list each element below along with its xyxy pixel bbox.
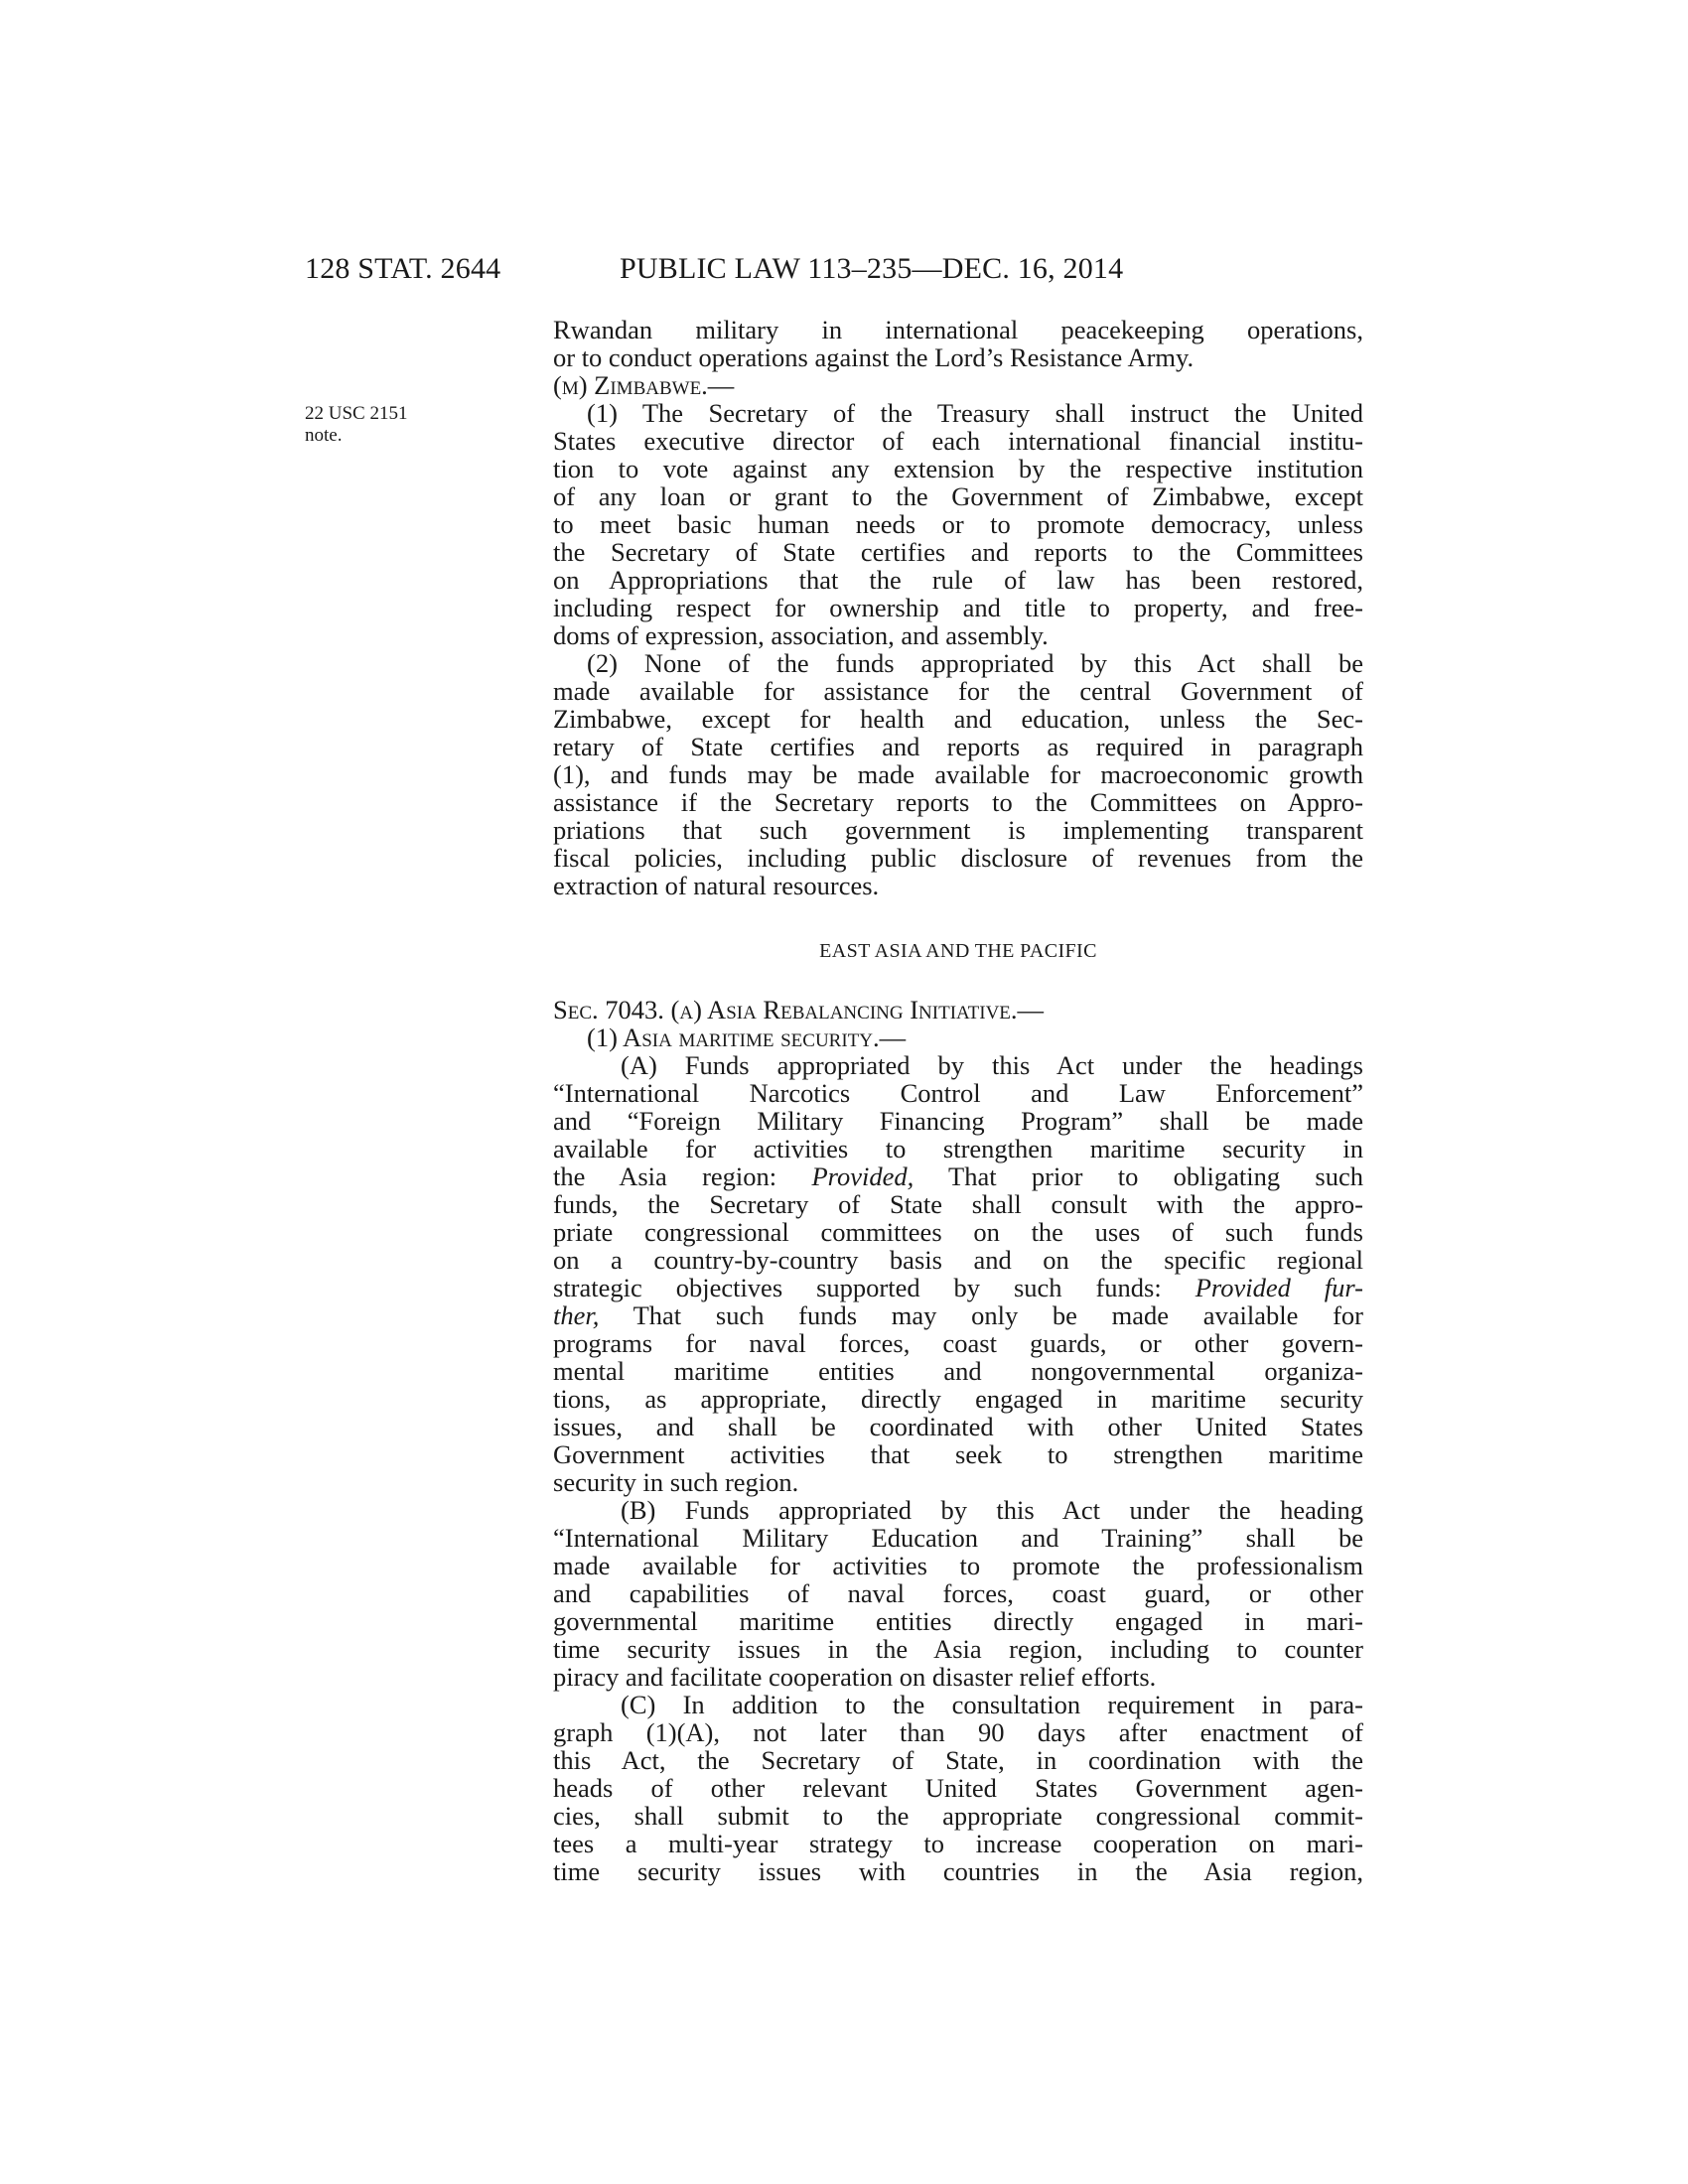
text-line: tions, as appropriate, directly engaged in maritime security bbox=[553, 1384, 1363, 1414]
text-line: tion to vote against any extension by the respective institution bbox=[553, 454, 1363, 483]
text-line: on a country-by-country basis and on the specific regional bbox=[553, 1245, 1363, 1275]
section-heading-line: Sec. 7043. (a) Asia Rebalancing Initiative.— bbox=[553, 995, 1045, 1024]
text-line: graph (1)(A), not later than 90 days after enactment of bbox=[553, 1717, 1363, 1747]
text-line: assistance if the Secretary reports to the Committees on Appro- bbox=[553, 787, 1363, 817]
running-head: PUBLIC LAW 113–235—DEC. 16, 2014 bbox=[620, 252, 1124, 285]
margin-note-line: note. bbox=[305, 425, 343, 446]
text-line: made available for activities to promote the professionalism bbox=[553, 1551, 1363, 1580]
text-line: Government activities that seek to strengthen maritime bbox=[553, 1439, 1363, 1469]
text-line: or to conduct operations against the Lord’s Resistance Army. bbox=[553, 342, 1195, 372]
text-line: (1), and funds may be made available for macroeconomic growth bbox=[553, 759, 1363, 789]
text-line: to meet basic human needs or to promote democracy, unless bbox=[553, 509, 1363, 539]
text-run: the Asia region: bbox=[553, 1161, 812, 1191]
text-line: Rwandan military in international peacekeeping operations, bbox=[553, 315, 1363, 344]
text-line: priate congressional committees on the uses of such funds bbox=[553, 1217, 1363, 1247]
continuation-paragraph bbox=[553, 316, 1363, 371]
italic-proviso: Provided, bbox=[811, 1161, 914, 1191]
text-line: time security issues with countries in the Asia region, bbox=[553, 1856, 1363, 1886]
text-line: cies, shall submit to the appropriate congressional commit- bbox=[553, 1801, 1363, 1831]
page-number: 128 STAT. 2644 bbox=[305, 252, 501, 285]
text-line: heads of other relevant United States Government agen- bbox=[553, 1773, 1363, 1803]
text-line: of any loan or grant to the Government of Zimbabwe, except bbox=[553, 481, 1363, 511]
paragraph-m2 bbox=[553, 649, 1363, 899]
text-line: fiscal policies, including public disclosure of revenues from the bbox=[553, 843, 1363, 873]
text-line: (2) None of the funds appropriated by this Act shall be bbox=[587, 648, 1363, 678]
text-line: doms of expression, association, and assembly. bbox=[553, 620, 1049, 650]
text-line: including respect for ownership and title to property, and free- bbox=[553, 593, 1363, 622]
text-line: made available for assistance for the central Government of bbox=[553, 676, 1363, 706]
text-line: (1) The Secretary of the Treasury shall instruct the United bbox=[587, 398, 1363, 428]
section-heading-block bbox=[553, 937, 1363, 965]
subparagraph-A bbox=[553, 1051, 1363, 1496]
margin-citation-note bbox=[305, 403, 434, 447]
text-line: security in such region. bbox=[553, 1467, 799, 1497]
section-7043 bbox=[553, 996, 1363, 1051]
text-line: this Act, the Secretary of State, in coordination with the bbox=[553, 1745, 1363, 1775]
text-line: Zimbabwe, except for health and education, unless the Sec- bbox=[553, 704, 1363, 734]
text-line: programs for naval forces, coast guards, or other govern- bbox=[553, 1328, 1363, 1358]
text-line: on Appropriations that the rule of law has been restored, bbox=[553, 565, 1363, 595]
text-line: piracy and facilitate cooperation on disaster relief efforts. bbox=[553, 1662, 1157, 1692]
text-line: (A) Funds appropriated by this Act under the headings bbox=[621, 1050, 1363, 1080]
text-line: available for activities to strengthen maritime security in bbox=[553, 1134, 1363, 1163]
text-line: issues, and shall be coordinated with other United States bbox=[553, 1412, 1363, 1441]
text-line: “International Military Education and Training” shall be bbox=[553, 1523, 1363, 1553]
text-line: funds, the Secretary of State shall consult with the appro- bbox=[553, 1189, 1363, 1219]
italic-proviso: ther, bbox=[553, 1300, 600, 1330]
text-line: (B) Funds appropriated by this Act under the heading bbox=[621, 1495, 1363, 1525]
text-line: and “Foreign Military Financing Program” shall be made bbox=[553, 1106, 1363, 1136]
text-line bbox=[553, 1301, 1363, 1329]
text-line: retary of State certifies and reports as required in paragraph bbox=[553, 732, 1363, 761]
text-line: the Secretary of State certifies and reports to the Committees bbox=[553, 537, 1363, 567]
text-line: (C) In addition to the consultation requirement in para- bbox=[621, 1690, 1363, 1719]
paragraph-m1 bbox=[553, 399, 1363, 649]
subparagraph-B bbox=[553, 1496, 1363, 1691]
subsection-m-heading bbox=[553, 371, 1363, 399]
text-line: States executive director of each international financial institu- bbox=[553, 426, 1363, 456]
subsection-heading: (m) Zimbabwe.— bbox=[553, 370, 735, 400]
text-line bbox=[553, 1162, 1363, 1190]
section-heading: EAST ASIA AND THE PACIFIC bbox=[819, 940, 1097, 962]
text-line: tees a multi-year strategy to increase cooperation on mari- bbox=[553, 1829, 1363, 1858]
text-line: time security issues in the Asia region, including to counter bbox=[553, 1634, 1363, 1664]
italic-proviso: Provided fur- bbox=[1195, 1273, 1363, 1302]
text-run: strategic objectives supported by such funds: bbox=[553, 1273, 1196, 1302]
text-line: mental maritime entities and nongovernmental organiza- bbox=[553, 1356, 1363, 1386]
subparagraph-C bbox=[553, 1691, 1363, 1885]
text-run: That such funds may only be made available for bbox=[599, 1300, 1363, 1330]
text-line: “International Narcotics Control and Law Enforcement” bbox=[553, 1078, 1363, 1108]
paragraph-heading-line: (1) Asia maritime security.— bbox=[587, 1023, 907, 1052]
text-line bbox=[553, 1274, 1363, 1301]
text-line: extraction of natural resources. bbox=[553, 871, 880, 900]
margin-note-line: 22 USC 2151 bbox=[305, 403, 408, 424]
text-line: governmental maritime entities directly engaged in mari- bbox=[553, 1606, 1363, 1636]
text-run: That prior to obligating such bbox=[914, 1161, 1363, 1191]
text-line: priations that such government is implementing transparent bbox=[553, 815, 1363, 845]
text-line: and capabilities of naval forces, coast guard, or other bbox=[553, 1578, 1363, 1608]
